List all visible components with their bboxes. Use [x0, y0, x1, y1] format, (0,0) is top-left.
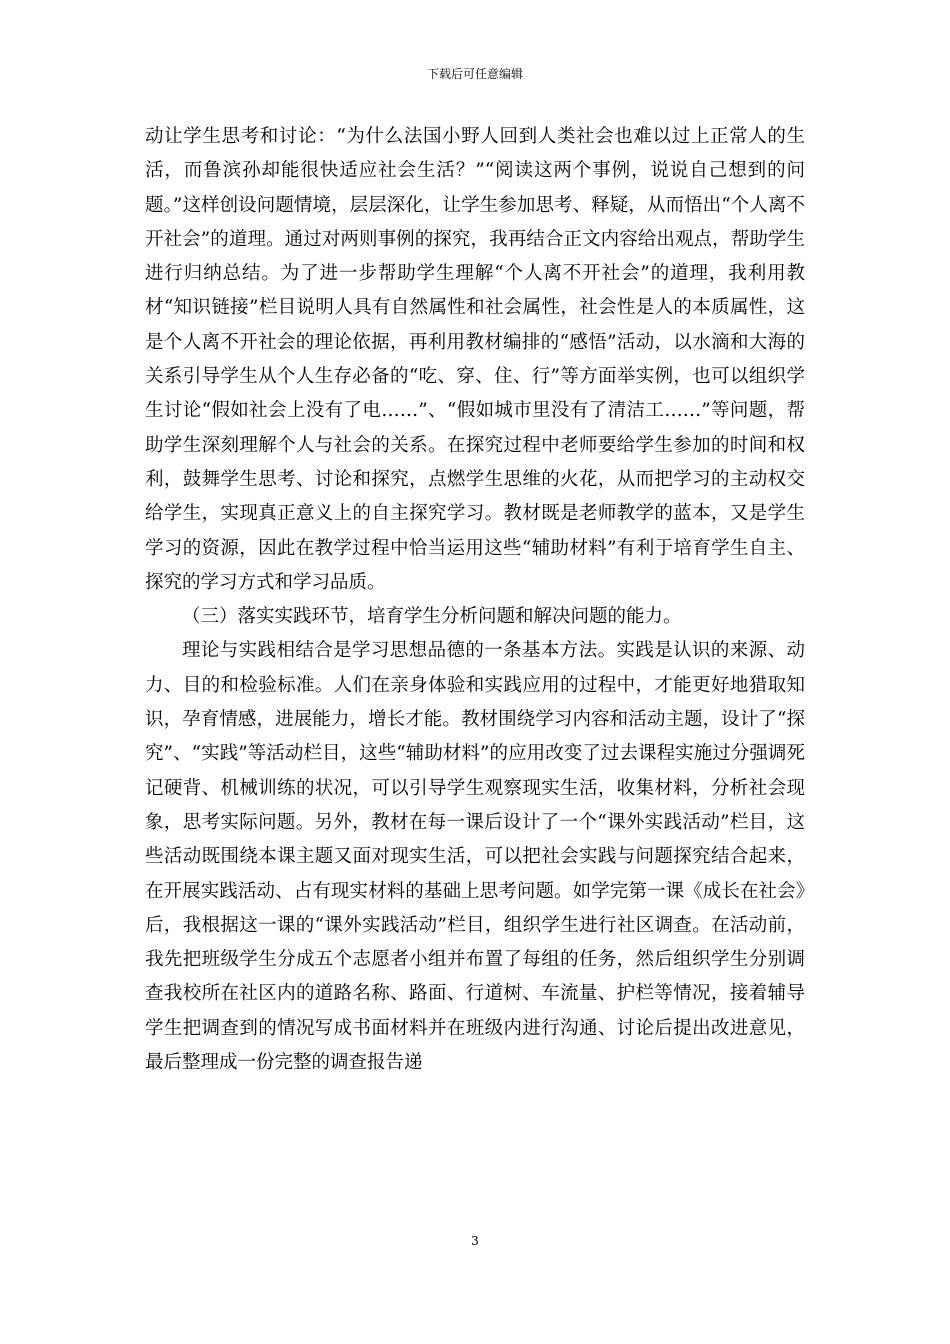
body-paragraph: 理论与实践相结合是学习思想品德的一条基本方法。实践是认识的来源、动力、目的和检验标准。人们在亲身体验和实践应用的过程中，才能更好地猎取知识，孕育情感，进展能力，增长才能。教材围绕学习内容和活动主题，设计了“探究”、“实践”等活动栏目，这些“辅助材料”的应用改变了过去课程实施过分强调死记硬背、机械训练的状况，可以引导学生观察现实生活，收集材料，分析社会现象，思考实际问题。另外，教材在每一课后设计了一个“课外实践活动”栏目，这些活动既围绕本课主题又面对现实生活，可以把社会实践与问题探究结合起来，在开展实践活动、占有现实材料的基础上思考问题。如学完第一课《成长在社会》后，我根据这一课的“课外实践活动”栏目，组织学生进行社区调查。在活动前，我先把班级学生分成五个志愿者小组并布置了每组的任务，然后组织学生分别调查我校所在社区内的道路名称、路面、行道树、车流量、护栏等情况，接着辅导学生把调查到的情况写成书面材料并在班级内进行沟通、讨论后提出改进意见，最后整理成一份完整的调查报告递: [145, 640, 805, 1074]
body-paragraph: 动让学生思考和讨论：“为什么法国小野人回到人类社会也难以过上正常人的生活，而鲁滨孙却能很快适应社会生活？”“阅读这两个事例，说说自己想到的问题。”这样创设问题情境，层层深化，让学生参加思考、释疑，从而悟出“个人离不开社会”的道理。通过对两则事例的探究，我再结合正文内容给出观点，帮助学生进行归纳总结。为了进一步帮助学生理解“个人离不开社会”的道理，我利用教材“知识链接”栏目说明人具有自然属性和社会属性，社会性是人的本质属性，这是个人离不开社会的理论依据，再利用教材编排的“感悟”活动，以水滴和大海的关系引导学生从个人生存必备的“吃、穿、住、行”等方面举实例，也可以组织学生讨论“假如社会上没有了电……”、“假如城市里没有了清洁工……”等问题，帮助学生深刻理解个人与社会的关系。在探究过程中老师要给学生参加的时间和权利，鼓舞学生思考、讨论和探究，点燃学生思维的火花，从而把学习的主动权交给学生，实现真正意义上的自主探究学习。教材既是老师教学的蓝本，又是学生学习的资源，因此在教学过程中恰当运用这些“辅助材料”有利于培育学生自主、探究的学习方式和学习品质。: [145, 126, 805, 593]
document-body: [145, 120, 805, 1080]
section-heading: （三）落实实践环节，培育学生分析问题和解决问题的能力。: [182, 606, 682, 628]
page-number: 3: [471, 1234, 479, 1248]
page-header: 下载后可任意编辑: [426, 67, 523, 81]
